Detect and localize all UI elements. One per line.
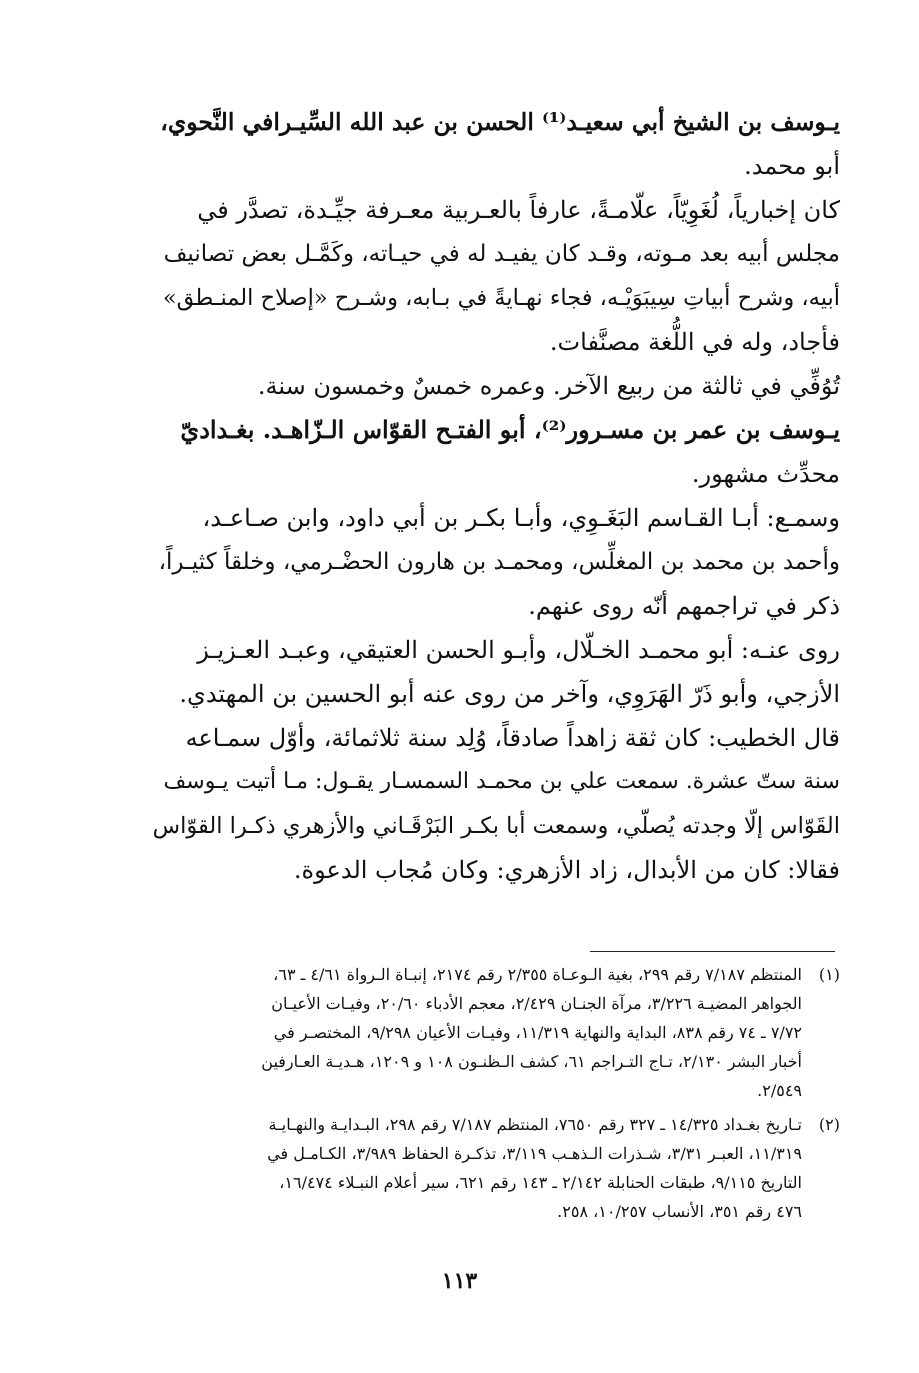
entry-line: أبيه، وشرح أبياتِ سِيبَوَيْـه، فجاء نهـايةً في بـابه، وشـرح «إصلاح المنـطق» [162, 285, 840, 311]
footnote-number: (٢) [818, 1115, 840, 1134]
entry-line: قال الخطيب: كان ثقة زاهداً صادقاً، وُلِد سنة ثلاثمائة، وأوّل سمـاعه [185, 724, 840, 752]
entry-line: فقالا: كان من الأبدال، زاد الأزهري: وكان مُجاب الدعوة. [293, 856, 840, 884]
entry-line: الأزجي، وأبو ذَرّ الهَرَوِي، وآخر من روى عنه أبو الحسين بن المهتدي. [179, 680, 840, 708]
footnote-1 [150, 960, 840, 1110]
biography-entry-yusuf-sirafi [150, 100, 840, 408]
page-number: ١١٣ [441, 1268, 478, 1294]
footnote-number: (١) [818, 965, 840, 984]
footnote-line: ٧/٧٢ ـ ٧٤ رقم ٨٣٨، البداية والنهاية ١١/٣١٩، وفيـات الأعيان ٩/٢٩٨، المختصـر في [273, 1023, 802, 1042]
entry-heading: يـوسف بن الشيخ أبي سعيـد⁽¹⁾ الحسن بن عبد الله السِّيـرافي النَّحوي، [160, 108, 840, 136]
entry-line: تُوُفِّي في ثالثة من ربيع الآخر. وعمره خمسٌ وخمسون سنة. [257, 372, 840, 400]
footnote-divider [590, 951, 835, 952]
footnote-line: ١١/٣١٩، العبـر ٣/٣١، شـذرات الـذهـب ٣/١١٩، تذكـرة الحفاظ ٣/٩٨٩، الكـامـل في [267, 1144, 802, 1163]
entry-line: القَوّاس إلّا وجدته يُصلّي، وسمعت أبا بكـر البَرْقَـاني والأزهري ذكـرا القوّاس [152, 813, 840, 839]
footnote-line: المنتظم ٧/١٨٧ رقم ٢٩٩، بغية الـوعـاة ٢/٣٥٥ رقم ٢١٧٤، إنبـاة الـرواة ٤/٦١ ـ ٦٣، [273, 965, 802, 984]
footnote-2 [150, 1110, 840, 1230]
footnote-line: ٤٧٦ رقم ٣٥١، الأنساب ١٠/٢٥٧، ٢٥٨. [557, 1202, 802, 1221]
entry-line: ذكر في تراجمهم أنّه روى عنهم. [528, 592, 840, 620]
footnote-text [150, 1110, 802, 1226]
entry-line: وأحمد بن محمد بن المغلِّس، ومحمـد بن هارون الحضْـرمي، وخلقاً كثيـراً، [158, 549, 840, 575]
biography-entry-yusuf-qawwas [150, 408, 840, 892]
footnote-line: تـاريخ بغـداد ١٤/٣٢٥ ـ ٣٢٧ رقم ٧٦٥٠، المنتظم ٧/١٨٧ رقم ٢٩٨، البـدايـة والنهـايـة [268, 1115, 802, 1134]
footnote-line: أخبار البشر ٢/١٣٠، تـاج التـراجم ٦١، كشف الـظنـون ١٠٨ و ١٢٠٩، هـديـة العـارفين [261, 1052, 802, 1071]
entry-line: سنة ستّ عشرة. سمعت علي بن محمـد السمسـار يقـول: مـا أتيت يـوسف [163, 769, 840, 794]
footnote-text [150, 960, 802, 1105]
footnote-line: ٢/٥٤٩. [757, 1081, 802, 1100]
entry-line: فأجاد، وله في اللُّغة مصنَّفات. [549, 328, 840, 356]
entry-line: مجلس أبيه بعد مـوته، وقـد كان يفيـد له في حيـاته، وكَمَّـل بعض تصانيف [163, 241, 840, 267]
entry-line: كان إخبارياً، لُغَوِيّاً، علّامـةً، عارفاً بالعـربية معـرفة جيِّـدة، تصدَّر في [197, 196, 840, 224]
entry-heading: يـوسف بن عمر بن مسـرور⁽²⁾، أبو الفتـح القوّاس الـزّاهـد. بغـداديّ [180, 415, 840, 444]
entry-line: محدِّث مشهور. [691, 460, 840, 488]
entry-line: روى عنـه: أبو محمـد الخـلّال، وأبـو الحسن العتيقي، وعبـد العـزيـز [197, 636, 840, 664]
footnote-line: التاريخ ٩/١١٥، طبقات الحنابلة ٢/١٤٢ ـ ١٤٣ رقم ٦٢١، سير أعلام النبـلاء ١٦/٤٧٤، [279, 1173, 802, 1192]
footnote-line: الجواهر المضيـة ٣/٢٢٦، مرآة الجنـان ٢/٤٢٩، معجم الأدباء ٢٠/٦٠، وفيـات الأعيـان [271, 994, 802, 1013]
entry-line: وسمـع: أبـا القـاسم البَغَـوِي، وأبـا بكـر بن أبي داود، وابن صـاعـد، [202, 504, 840, 532]
entry-line: أبو محمد. [744, 152, 840, 180]
